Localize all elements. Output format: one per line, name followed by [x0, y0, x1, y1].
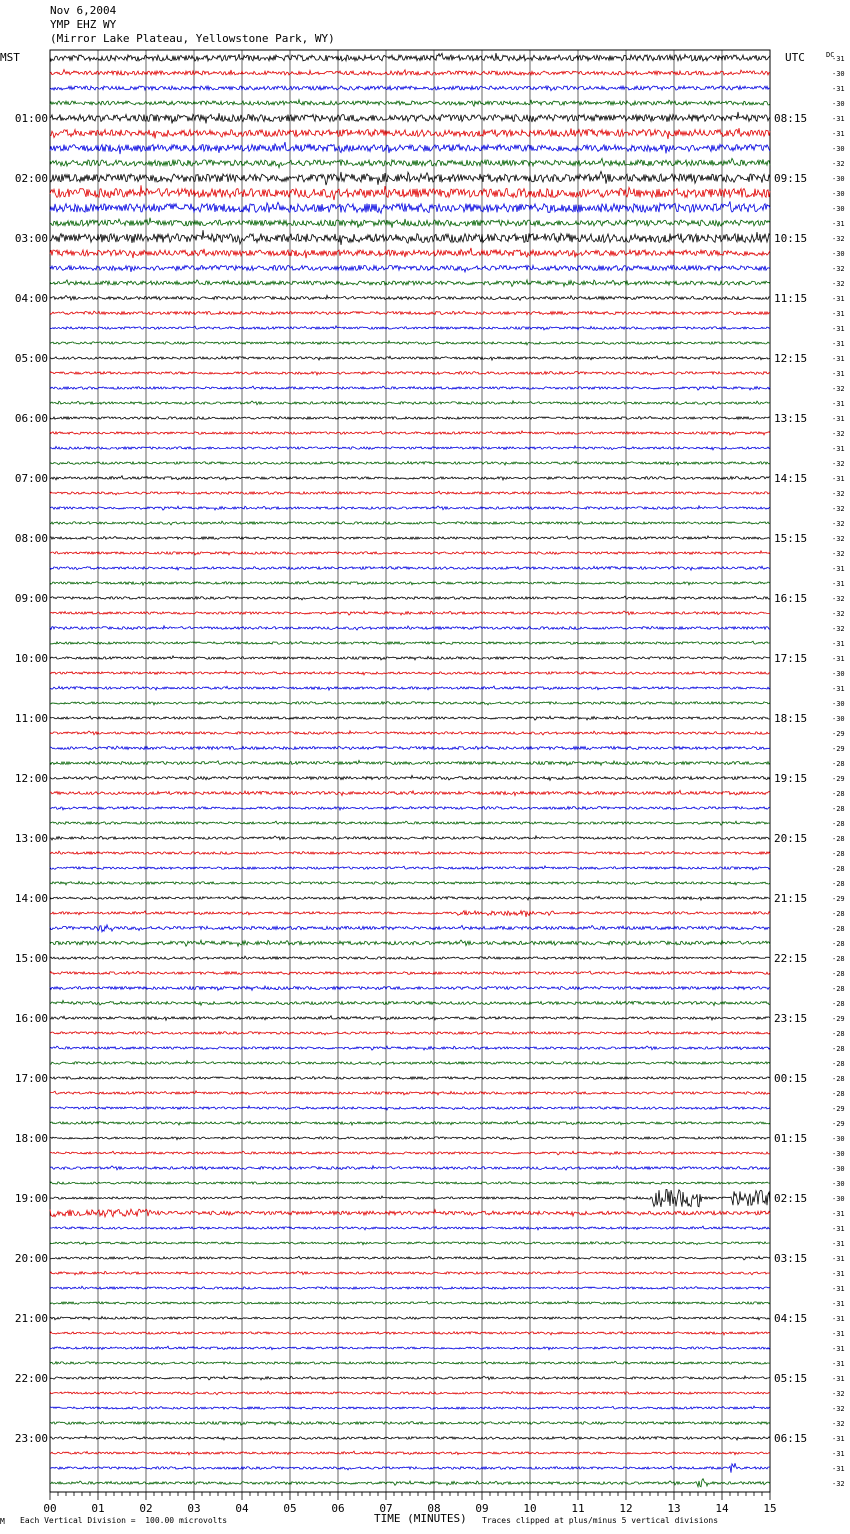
dc-offset-label: -31	[832, 370, 845, 378]
mst-hour-label: 06:00	[14, 412, 48, 425]
seismic-trace	[50, 431, 770, 435]
dc-offset-label: -28	[832, 1075, 845, 1083]
seismic-trace	[50, 1046, 770, 1050]
seismic-trace	[50, 401, 770, 405]
utc-hour-label: 01:15	[774, 1132, 808, 1145]
x-tick-label: 01	[91, 1502, 105, 1515]
seismic-trace	[50, 1451, 770, 1455]
seismic-trace	[50, 185, 770, 200]
dc-offset-label: -28	[832, 1060, 845, 1068]
seismic-trace	[50, 551, 770, 555]
x-tick-label: 04	[235, 1502, 249, 1515]
dc-offset-label: -28	[832, 955, 845, 963]
dc-offset-label: -28	[832, 880, 845, 888]
dc-offset-label: -31	[832, 1315, 845, 1323]
utc-hour-label: 03:15	[774, 1252, 808, 1265]
dc-offset-label: -28	[832, 790, 845, 798]
seismic-trace	[50, 596, 770, 600]
seismic-trace	[50, 461, 770, 465]
dc-offset-label: -31	[832, 295, 845, 303]
dc-offset-label: -32	[832, 1405, 845, 1413]
dc-offset-label: -31	[832, 565, 845, 573]
x-tick-label: 11	[571, 1502, 585, 1515]
utc-hour-label: 08:15	[774, 112, 808, 125]
dc-offset-label: -32	[832, 1420, 845, 1428]
seismic-trace	[50, 311, 770, 315]
dc-offset-label: -30	[832, 190, 845, 198]
seismic-trace	[50, 1316, 770, 1320]
utc-hour-label: 14:15	[774, 472, 808, 485]
mst-hour-label: 19:00	[14, 1192, 48, 1205]
dc-offset-label: -28	[832, 865, 845, 873]
dc-offset-label: -30	[832, 205, 845, 213]
mst-hour-label: 07:00	[14, 472, 48, 485]
dc-offset-label: -31	[832, 640, 845, 648]
seismic-trace	[50, 1091, 770, 1095]
seismic-trace	[50, 940, 770, 946]
dc-offset-label: -31	[832, 1255, 845, 1263]
x-tick-label: 07	[379, 1502, 393, 1515]
dc-offset-label: -30	[832, 1150, 845, 1158]
seismic-trace	[50, 1190, 770, 1207]
seismic-trace	[50, 956, 770, 960]
seismic-trace	[50, 760, 770, 765]
dc-offset-label: -31	[832, 325, 845, 333]
dc-offset-label: -31	[832, 1210, 845, 1218]
seismic-trace	[50, 1182, 770, 1185]
dc-offset-label: -30	[832, 70, 845, 78]
dc-offset-label: -29	[832, 1120, 845, 1128]
dc-offset-label: -31	[832, 1435, 845, 1443]
dc-offset-label: -28	[832, 760, 845, 768]
seismic-trace	[50, 1061, 770, 1065]
dc-offset-label: -31	[832, 1360, 845, 1368]
dc-offset-label: -30	[832, 175, 845, 183]
utc-hour-label: 04:15	[774, 1312, 808, 1325]
dc-offset-label: -28	[832, 940, 845, 948]
seismic-trace	[50, 836, 770, 840]
dc-offset-label: -31	[832, 340, 845, 348]
seismic-trace	[50, 142, 770, 154]
dc-offset-label: -28	[832, 850, 845, 858]
dc-offset-label: -31	[832, 1330, 845, 1338]
mst-hour-label: 13:00	[14, 832, 48, 845]
dc-offset-label: -30	[832, 1135, 845, 1143]
seismic-trace	[50, 881, 770, 885]
seismic-trace	[50, 491, 770, 495]
mst-hour-label: 11:00	[14, 712, 48, 725]
x-tick-label: 09	[475, 1502, 489, 1515]
seismic-trace	[50, 1166, 770, 1170]
x-tick-label: 15	[763, 1502, 777, 1515]
dc-offset-label: -30	[832, 1195, 845, 1203]
dc-offset-label: -29	[832, 745, 845, 753]
dc-offset-label: -31	[832, 55, 845, 63]
scale-note: Each Vertical Division = 100.00 microvolts	[20, 1516, 228, 1525]
seismic-trace	[50, 521, 770, 525]
seismic-trace	[50, 851, 770, 854]
dc-offset-label: -32	[832, 430, 845, 438]
seismic-trace	[50, 1479, 770, 1487]
utc-hour-label: 05:15	[774, 1372, 808, 1385]
utc-hour-label: 21:15	[774, 892, 808, 905]
seismic-trace	[50, 716, 770, 720]
utc-hour-label: 11:15	[774, 292, 808, 305]
dc-offset-label: -31	[832, 355, 845, 363]
seismic-trace	[50, 702, 770, 705]
seismic-trace	[50, 1406, 770, 1409]
utc-hour-label: 13:15	[774, 412, 808, 425]
dc-offset-label: -32	[832, 385, 845, 393]
seismic-trace	[50, 1286, 770, 1289]
dc-offset-label: -32	[832, 490, 845, 498]
seismic-trace	[50, 1000, 770, 1005]
dc-offset-label: -30	[832, 100, 845, 108]
dc-offset-label: -32	[832, 160, 845, 168]
seismic-trace	[50, 1137, 770, 1140]
dc-offset-label: -30	[832, 1180, 845, 1188]
seismic-trace	[50, 1391, 770, 1394]
seismic-trace	[50, 112, 770, 124]
seismic-trace	[50, 731, 770, 735]
seismic-trace	[50, 775, 770, 780]
dc-offset-label: -31	[832, 1300, 845, 1308]
dc-offset-label: -31	[832, 85, 845, 93]
seismic-trace	[50, 341, 770, 345]
dc-offset-label: -28	[832, 910, 845, 918]
left-timezone-label: MST	[0, 51, 20, 64]
dc-offset-label: -32	[832, 460, 845, 468]
utc-hour-label: 20:15	[774, 832, 808, 845]
mst-hour-label: 14:00	[14, 892, 48, 905]
seismic-trace	[50, 171, 770, 185]
clip-note: Traces clipped at plus/minus 5 vertical divisions	[482, 1516, 719, 1525]
seismic-trace	[50, 821, 770, 825]
seismic-trace	[50, 1271, 770, 1275]
seismic-trace	[50, 746, 770, 750]
mst-hour-label: 18:00	[14, 1132, 48, 1145]
dc-offset-label: -31	[832, 220, 845, 228]
mst-hour-label: 22:00	[14, 1372, 48, 1385]
dc-offset-label: -32	[832, 265, 845, 273]
dc-offset-label: -31	[832, 1270, 845, 1278]
seismic-trace	[50, 1421, 770, 1425]
dc-offset-label: -30	[832, 715, 845, 723]
seismic-trace	[50, 866, 770, 870]
seismic-trace	[50, 1376, 770, 1380]
logo-glyph: M	[0, 1517, 5, 1526]
seismic-trace	[50, 476, 770, 480]
seismic-trace	[50, 911, 770, 917]
seismic-trace	[50, 581, 770, 585]
dc-offset-label: -32	[832, 595, 845, 603]
seismic-trace	[50, 372, 770, 376]
dc-offset-label: -31	[832, 1345, 845, 1353]
utc-hour-label: 15:15	[774, 532, 808, 545]
seismic-trace	[50, 506, 770, 510]
utc-hour-label: 22:15	[774, 952, 808, 965]
dc-offset-label: -32	[832, 625, 845, 633]
seismic-trace	[50, 446, 770, 450]
dc-offset-label: -28	[832, 1000, 845, 1008]
seismic-trace	[50, 158, 770, 167]
seismic-trace	[50, 265, 770, 272]
x-tick-label: 06	[331, 1502, 345, 1515]
seismic-trace	[50, 536, 770, 540]
mst-hour-label: 05:00	[14, 352, 48, 365]
seismic-trace	[50, 1346, 770, 1350]
seismic-trace	[50, 100, 770, 107]
dc-offset-label: -30	[832, 700, 845, 708]
seismic-trace	[50, 986, 770, 990]
mst-hour-label: 04:00	[14, 292, 48, 305]
seismic-trace	[50, 807, 770, 811]
mst-hour-label: 23:00	[14, 1432, 48, 1445]
dc-offset-label: -31	[832, 580, 845, 588]
seismic-trace	[50, 1436, 770, 1440]
dc-offset-label: -30	[832, 670, 845, 678]
dc-offset-label: -31	[832, 655, 845, 663]
station-code: YMP EHZ WY	[50, 18, 117, 31]
dc-offset-label: -32	[832, 505, 845, 513]
seismic-trace	[50, 1463, 770, 1473]
seismic-trace	[50, 1016, 770, 1021]
seismic-trace	[50, 925, 770, 932]
dc-offset-label: -32	[832, 520, 845, 528]
dc-offset-label: -28	[832, 970, 845, 978]
dc-offset-label: -31	[832, 1225, 845, 1233]
x-tick-label: 03	[187, 1502, 201, 1515]
dc-offset-label: -28	[832, 925, 845, 933]
dc-offset-label: -31	[832, 1240, 845, 1248]
seismic-trace	[50, 356, 770, 360]
mst-hour-label: 12:00	[14, 772, 48, 785]
seismic-trace	[50, 1226, 770, 1230]
seismic-trace	[50, 386, 770, 390]
dc-offset-label: -31	[832, 1465, 845, 1473]
utc-hour-label: 17:15	[774, 652, 808, 665]
x-axis-title: TIME (MINUTES)	[374, 1512, 467, 1525]
dc-offset-label: -31	[832, 415, 845, 423]
utc-hour-label: 12:15	[774, 352, 808, 365]
dc-header-label: DC	[826, 51, 835, 59]
dc-offset-label: -31	[832, 685, 845, 693]
mst-hour-label: 16:00	[14, 1012, 48, 1025]
right-timezone-label: UTC	[785, 51, 805, 64]
mst-hour-label: 03:00	[14, 232, 48, 245]
seismic-trace	[50, 971, 770, 975]
seismic-trace	[50, 1106, 770, 1110]
dc-offset-label: -28	[832, 805, 845, 813]
seismic-trace	[50, 1242, 770, 1245]
seismic-trace	[50, 790, 770, 795]
seismic-trace	[50, 218, 770, 228]
seismic-trace	[50, 1151, 770, 1155]
seismic-trace	[50, 295, 770, 300]
seismic-trace	[50, 566, 770, 570]
dc-offset-label: -30	[832, 145, 845, 153]
x-tick-label: 05	[283, 1502, 297, 1515]
dc-offset-label: -31	[832, 475, 845, 483]
seismic-trace	[50, 417, 770, 420]
dc-offset-label: -31	[832, 310, 845, 318]
seismic-trace	[50, 1332, 770, 1335]
mst-hour-label: 08:00	[14, 532, 48, 545]
mst-hour-label: 01:00	[14, 112, 48, 125]
dc-offset-label: -32	[832, 280, 845, 288]
utc-hour-label: 02:15	[774, 1192, 808, 1205]
seismic-trace	[50, 1031, 770, 1035]
x-tick-label: 13	[667, 1502, 681, 1515]
utc-hour-label: 23:15	[774, 1012, 808, 1025]
seismic-trace	[50, 326, 770, 330]
dc-offset-label: -28	[832, 1030, 845, 1038]
dc-offset-label: -32	[832, 235, 845, 243]
dc-offset-label: -29	[832, 1105, 845, 1113]
seismic-trace	[50, 1077, 770, 1080]
dc-offset-label: -31	[832, 1375, 845, 1383]
utc-hour-label: 19:15	[774, 772, 808, 785]
dc-offset-label: -32	[832, 1390, 845, 1398]
seismic-trace	[50, 230, 770, 245]
seismic-trace	[50, 896, 770, 900]
x-tick-label: 02	[139, 1502, 153, 1515]
dc-offset-label: -31	[832, 445, 845, 453]
seismic-trace	[50, 280, 770, 287]
mst-hour-label: 21:00	[14, 1312, 48, 1325]
utc-hour-label: 09:15	[774, 172, 808, 185]
seismic-trace	[50, 641, 770, 644]
dc-offset-label: -29	[832, 730, 845, 738]
seismic-trace	[50, 1256, 770, 1260]
dc-offset-label: -31	[832, 400, 845, 408]
dc-offset-label: -31	[832, 1450, 845, 1458]
seismic-trace	[50, 626, 770, 630]
seismic-trace	[50, 656, 770, 660]
dc-offset-label: -29	[832, 1015, 845, 1023]
mst-hour-label: 17:00	[14, 1072, 48, 1085]
seismic-trace	[50, 201, 770, 213]
x-tick-label: 10	[523, 1502, 537, 1515]
mst-hour-label: 15:00	[14, 952, 48, 965]
mst-hour-label: 20:00	[14, 1252, 48, 1265]
seismic-trace	[50, 86, 770, 91]
dc-offset-label: -30	[832, 250, 845, 258]
plot-date: Nov 6,2004	[50, 4, 117, 17]
mst-hour-label: 02:00	[14, 172, 48, 185]
dc-offset-label: -32	[832, 610, 845, 618]
x-tick-label: 08	[427, 1502, 441, 1515]
dc-offset-label: -31	[832, 1285, 845, 1293]
dc-offset-label: -28	[832, 835, 845, 843]
x-tick-label: 14	[715, 1502, 729, 1515]
dc-offset-label: -32	[832, 550, 845, 558]
utc-hour-label: 18:15	[774, 712, 808, 725]
dc-offset-label: -31	[832, 115, 845, 123]
utc-hour-label: 16:15	[774, 592, 808, 605]
seismic-trace	[50, 686, 770, 690]
seismic-trace	[50, 1209, 770, 1217]
dc-offset-label: -28	[832, 820, 845, 828]
dc-offset-label: -32	[832, 1480, 845, 1488]
seismic-trace	[50, 1301, 770, 1304]
mst-hour-label: 10:00	[14, 652, 48, 665]
utc-hour-label: 00:15	[774, 1072, 808, 1085]
seismic-trace	[50, 611, 770, 615]
dc-offset-label: -28	[832, 1090, 845, 1098]
seismic-trace	[50, 1361, 770, 1364]
dc-offset-label: -30	[832, 1165, 845, 1173]
seismic-trace	[50, 128, 770, 139]
seismic-trace	[50, 53, 770, 61]
x-tick-label: 00	[43, 1502, 57, 1515]
seismic-trace	[50, 70, 770, 76]
seismic-trace	[50, 1121, 770, 1125]
seismic-trace	[50, 671, 770, 675]
utc-hour-label: 10:15	[774, 232, 808, 245]
dc-offset-label: -29	[832, 895, 845, 903]
x-tick-label: 12	[619, 1502, 633, 1515]
station-location: (Mirror Lake Plateau, Yellowstone Park, WY)	[50, 32, 335, 45]
dc-offset-label: -28	[832, 1045, 845, 1053]
dc-offset-label: -29	[832, 775, 845, 783]
utc-hour-label: 06:15	[774, 1432, 808, 1445]
dc-offset-label: -31	[832, 130, 845, 138]
seismic-trace	[50, 248, 770, 258]
mst-hour-label: 09:00	[14, 592, 48, 605]
dc-offset-label: -28	[832, 985, 845, 993]
dc-offset-label: -32	[832, 535, 845, 543]
